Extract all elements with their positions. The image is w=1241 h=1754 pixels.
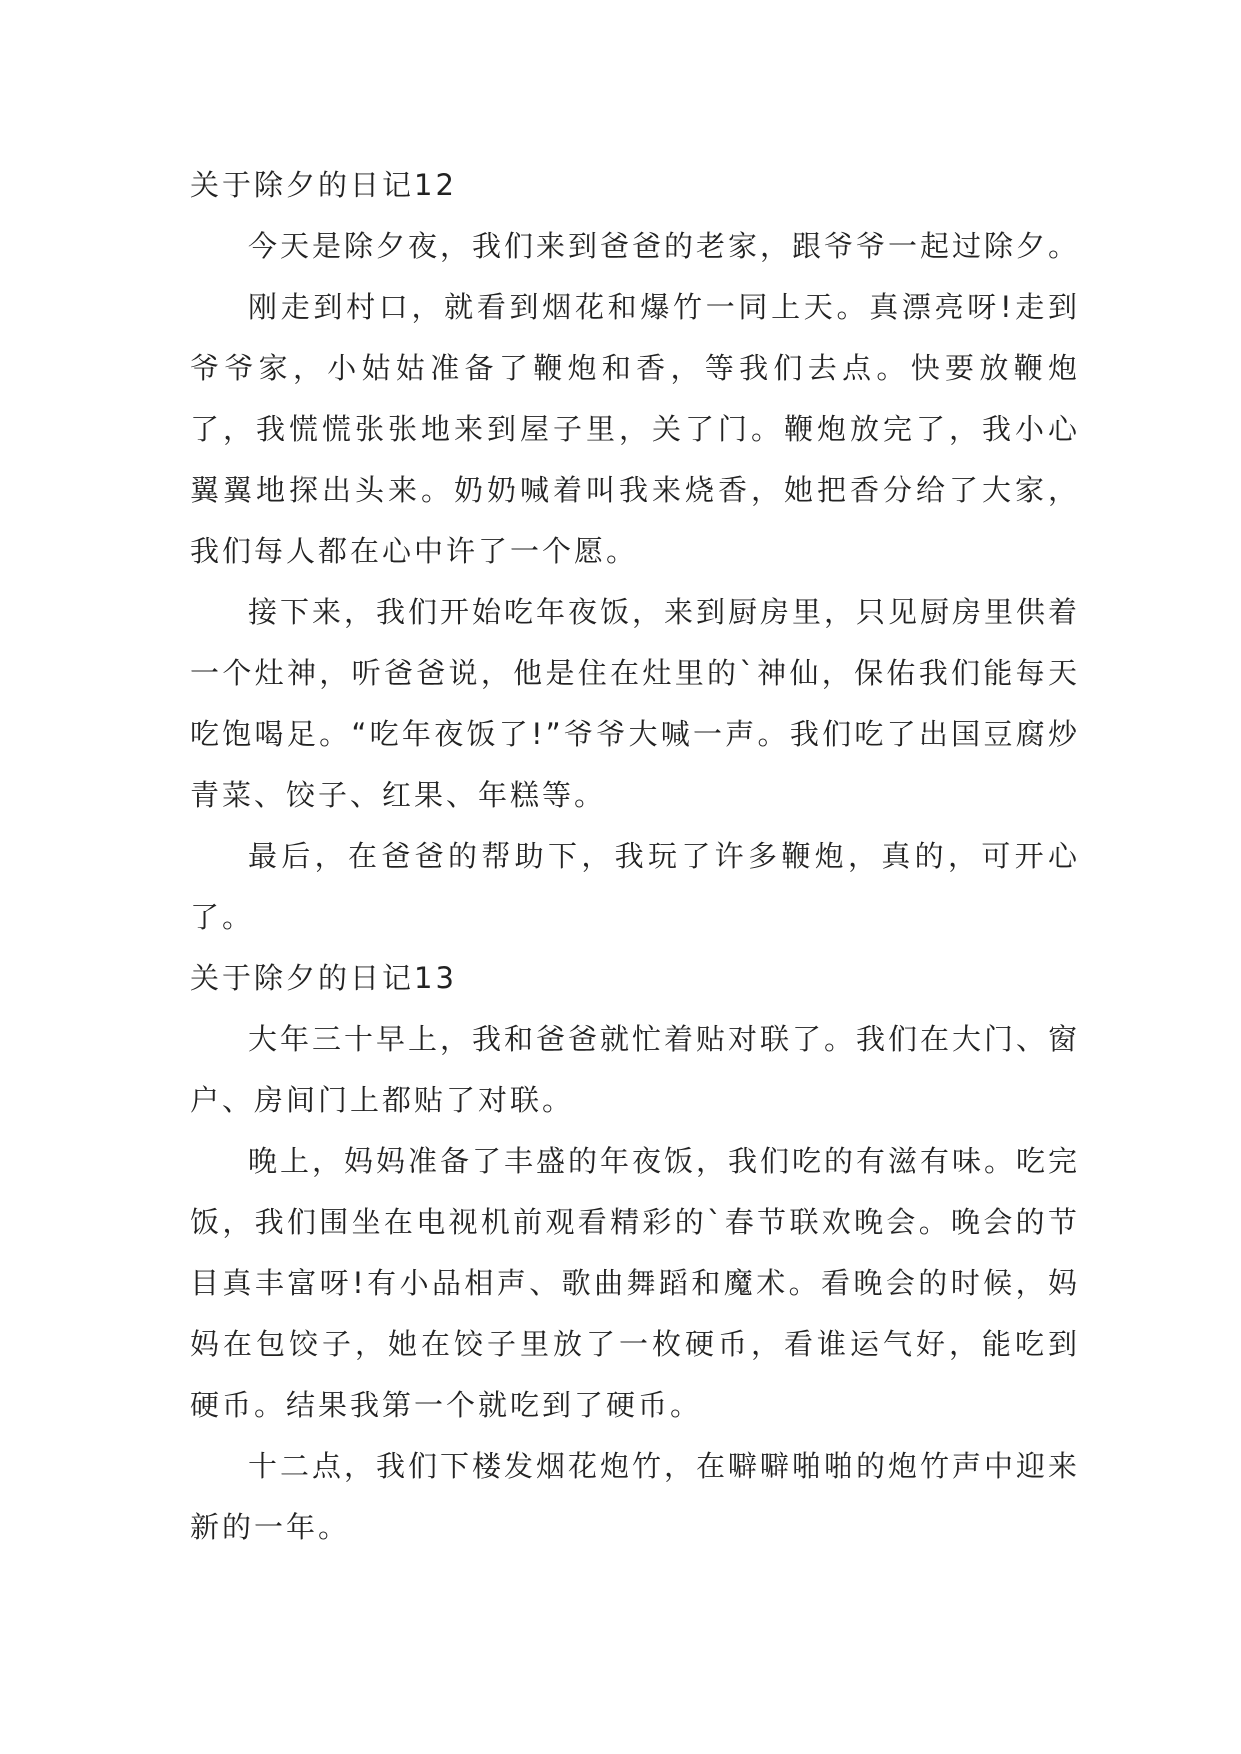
paragraph: 刚走到村口，就看到烟花和爆竹一同上天。真漂亮呀!走到爷爷家，小姑姑准备了鞭炮和香，等我们去点。快要放鞭炮了，我慌慌张张地来到屋子里，关了门。鞭炮放完了，我小心翼翼地探出头来。奶奶喊着叫我来烧香，她把香分给了大家，我们每人都在心中许了一个愿。 [190,290,1080,568]
entry-title: 关于除夕的日记13 [190,961,457,995]
paragraph: 十二点，我们下楼发烟花炮竹，在噼噼啪啪的炮竹声中迎来新的一年。 [190,1449,1081,1544]
document-body [190,155,1080,1558]
paragraph: 大年三十早上，我和爸爸就忙着贴对联了。我们在大门、窗户、房间门上都贴了对联。 [190,1022,1081,1117]
paragraph: 今天是除夕夜，我们来到爸爸的老家，跟爷爷一起过除夕。 [248,229,1081,263]
entry-title: 关于除夕的日记12 [190,168,457,202]
paragraph: 晚上，妈妈准备了丰盛的年夜饭，我们吃的有滋有味。吃完饭，我们围坐在电视机前观看精彩的`春节联欢晚会。晚会的节目真丰富呀!有小品相声、歌曲舞蹈和魔术。看晚会的时候，妈妈在包饺子，她在饺子里放了一枚硬币，看谁运气好，能吃到硬币。结果我第一个就吃到了硬币。 [190,1144,1081,1422]
paragraph: 最后，在爸爸的帮助下，我玩了许多鞭炮，真的，可开心了。 [190,839,1080,934]
paragraph: 接下来，我们开始吃年夜饭，来到厨房里，只见厨房里供着一个灶神，听爸爸说，他是住在灶里的`神仙，保佑我们能每天吃饱喝足。“吃年夜饭了!”爷爷大喊一声。我们吃了出国豆腐炒青菜、饺子、红果、年糕等。 [190,595,1081,812]
